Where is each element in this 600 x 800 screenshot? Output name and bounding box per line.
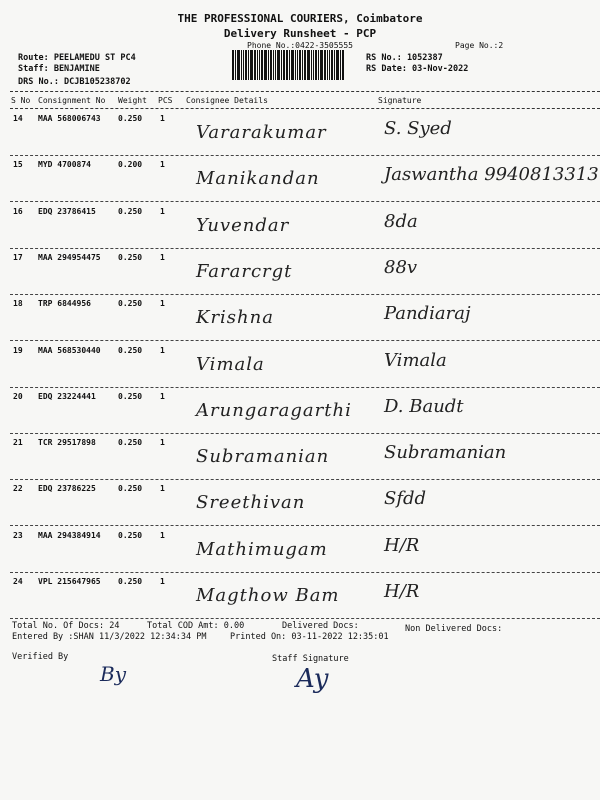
table-row bbox=[0, 480, 600, 526]
row-pcs: 1 bbox=[160, 299, 165, 309]
drs-label: DRS No.: DCJB105238702 bbox=[18, 77, 131, 87]
row-weight: 0.250 bbox=[118, 438, 143, 448]
recipient-signature: 88v bbox=[384, 256, 418, 278]
recipient-signature: D. Baudt bbox=[384, 395, 464, 417]
consignee-handwriting: Vararakumar bbox=[196, 122, 327, 143]
consignee-handwriting: Sreethivan bbox=[196, 492, 306, 514]
row-consignment: EDQ 23786415 bbox=[38, 206, 96, 216]
rs-number: RS No.: 1052387 bbox=[366, 53, 443, 63]
row-weight: 0.250 bbox=[118, 345, 143, 355]
row-sno: 16 bbox=[13, 206, 23, 216]
row-consignment: MAA 294954475 bbox=[38, 252, 101, 262]
row-consignment: MAA 568530440 bbox=[38, 345, 101, 355]
row-consignment: EDQ 23786225 bbox=[38, 484, 96, 494]
row-sno: 21 bbox=[13, 438, 23, 448]
row-sno: 17 bbox=[13, 252, 23, 262]
col-weight: Weight bbox=[118, 96, 147, 105]
staff-signature-label: Staff Signature bbox=[272, 654, 349, 664]
table-row bbox=[0, 156, 600, 202]
consignee-handwriting: Arungaragarthi bbox=[196, 399, 352, 421]
verified-signature: By bbox=[100, 662, 126, 686]
row-weight: 0.250 bbox=[118, 252, 143, 262]
non-delivered-docs: Non Delivered Docs: bbox=[405, 624, 503, 634]
row-pcs: 1 bbox=[160, 345, 165, 355]
consignee-handwriting: Vimala bbox=[196, 353, 265, 375]
row-consignment: VPL 215647965 bbox=[38, 577, 101, 586]
recipient-signature: S. Syed bbox=[384, 118, 452, 139]
row-sno: 18 bbox=[13, 299, 23, 309]
row-sno: 19 bbox=[13, 345, 23, 355]
recipient-signature: Pandiaraj bbox=[384, 303, 471, 325]
row-weight: 0.250 bbox=[118, 114, 143, 123]
doc-subtitle: Delivery Runsheet - PCP bbox=[223, 27, 377, 40]
recipient-signature: Subramanian bbox=[384, 442, 507, 464]
row-pcs: 1 bbox=[160, 391, 165, 401]
printed-on: Printed On: 03-11-2022 12:35:01 bbox=[230, 632, 389, 642]
row-sno: 14 bbox=[13, 114, 23, 123]
recipient-signature: Vimala bbox=[384, 349, 447, 371]
table-row bbox=[0, 434, 600, 480]
row-weight: 0.250 bbox=[118, 577, 143, 586]
row-consignment: MAA 568006743 bbox=[38, 114, 101, 123]
cod-amount: Total COD Amt: 0.00 bbox=[147, 621, 245, 631]
row-sno: 23 bbox=[13, 530, 23, 540]
row-pcs: 1 bbox=[160, 206, 165, 216]
doc-title: THE PROFESSIONAL COURIERS, Coimbatore bbox=[177, 12, 423, 25]
row-weight: 0.250 bbox=[118, 530, 143, 540]
entered-by: Entered By :SHAN 11/3/2022 12:34:34 PM bbox=[12, 632, 207, 642]
table-row bbox=[0, 342, 600, 388]
row-pcs: 1 bbox=[160, 114, 165, 123]
table-row bbox=[0, 388, 600, 434]
recipient-signature: Jaswantha 9940813313 bbox=[384, 164, 599, 186]
col-consignee: Consignee Details bbox=[186, 96, 268, 105]
row-sno: 24 bbox=[13, 577, 23, 586]
consignee-handwriting: Magthow Bam bbox=[196, 585, 340, 606]
row-weight: 0.250 bbox=[118, 206, 143, 216]
col-consignment: Consignment No bbox=[38, 96, 106, 105]
row-pcs: 1 bbox=[160, 577, 165, 586]
staff-label: Staff: BENJAMINE bbox=[18, 64, 100, 74]
row-sno: 22 bbox=[13, 484, 23, 494]
row-sno: 15 bbox=[13, 160, 23, 170]
verified-by: Verified By bbox=[12, 652, 69, 662]
phone-number: Phone No.:0422-3505555 bbox=[247, 41, 353, 50]
row-pcs: 1 bbox=[160, 484, 165, 494]
col-signature: Signature bbox=[378, 96, 422, 105]
row-pcs: 1 bbox=[160, 160, 165, 170]
row-weight: 0.200 bbox=[118, 160, 143, 170]
recipient-signature: H/R bbox=[384, 534, 420, 556]
recipient-signature: 8da bbox=[384, 210, 418, 232]
route-label: Route: PEELAMEDU ST PC4 bbox=[18, 53, 136, 63]
delivered-docs: Delivered Docs: bbox=[282, 621, 359, 631]
recipient-signature: Sfdd bbox=[384, 488, 427, 510]
row-weight: 0.250 bbox=[118, 391, 143, 401]
row-consignment: TRP 6844956 bbox=[38, 299, 91, 309]
row-pcs: 1 bbox=[160, 438, 165, 448]
table-row bbox=[0, 527, 600, 573]
consignee-handwriting: Fararcrgt bbox=[196, 260, 293, 282]
consignee-handwriting: Mathimugam bbox=[196, 538, 328, 560]
consignee-handwriting: Krishna bbox=[196, 307, 274, 329]
table-row bbox=[0, 249, 600, 295]
col-pcs: PCS bbox=[158, 96, 173, 105]
staff-signature: Ay bbox=[296, 664, 329, 694]
consignee-handwriting: Manikandan bbox=[196, 168, 320, 190]
header-rule-bottom bbox=[10, 108, 600, 109]
row-consignment: TCR 29517898 bbox=[38, 438, 96, 448]
barcode bbox=[232, 50, 358, 80]
table-row bbox=[0, 295, 600, 341]
rs-date: RS Date: 03-Nov-2022 bbox=[366, 64, 469, 74]
table-row bbox=[0, 573, 600, 619]
row-sno: 20 bbox=[13, 391, 23, 401]
col-sno: S No bbox=[11, 96, 31, 105]
total-docs: Total No. Of Docs: 24 bbox=[12, 621, 120, 631]
table-row bbox=[0, 110, 600, 156]
row-consignment: EDQ 23224441 bbox=[38, 391, 96, 401]
page-number: Page No.:2 bbox=[455, 41, 504, 50]
row-weight: 0.250 bbox=[118, 299, 143, 309]
header-rule-top bbox=[10, 91, 600, 92]
table-row bbox=[0, 203, 600, 249]
consignee-handwriting: Subramanian bbox=[196, 446, 330, 468]
consignee-handwriting: Yuvendar bbox=[196, 214, 290, 236]
row-pcs: 1 bbox=[160, 252, 165, 262]
row-divider bbox=[10, 618, 600, 619]
row-consignment: MYD 4700874 bbox=[38, 160, 91, 170]
recipient-signature: H/R bbox=[384, 581, 420, 602]
row-pcs: 1 bbox=[160, 530, 165, 540]
row-consignment: MAA 294384914 bbox=[38, 530, 101, 540]
row-weight: 0.250 bbox=[118, 484, 143, 494]
